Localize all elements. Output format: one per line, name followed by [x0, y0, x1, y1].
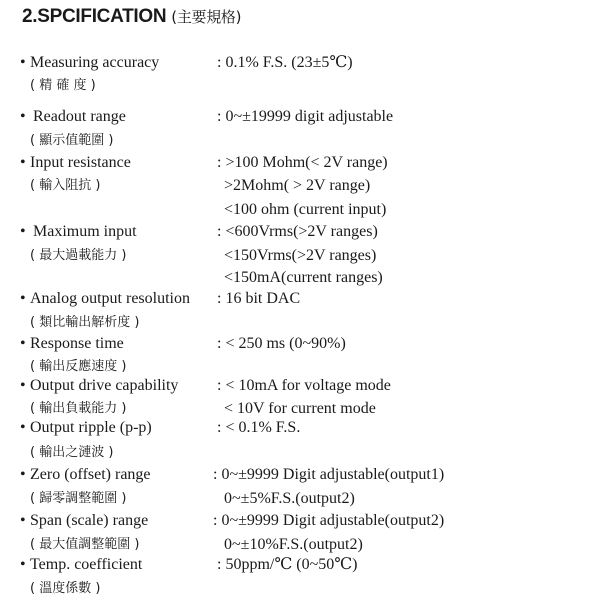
bullet-icon: •	[20, 223, 26, 240]
page-title	[22, 6, 241, 28]
spec-value: : < 10mA for voltage mode	[217, 377, 391, 394]
spec-value: : 0~±19999 digit adjustable	[217, 108, 394, 125]
spec-value: : 50ppm/℃ (0~50℃)	[217, 556, 358, 573]
spec-label-cn: ( 類比輸出解析度 )	[30, 315, 140, 330]
spec-label-cn: ( 顯示值範圍 )	[30, 133, 114, 148]
spec-label: Output ripple (p-p)	[30, 419, 152, 436]
spec-label: Zero (offset) range	[30, 466, 151, 483]
spec-label: Input resistance	[30, 154, 131, 171]
spec-value: < 10V for current mode	[224, 400, 376, 417]
bullet-icon: •	[20, 290, 26, 307]
spec-value: : 16 bit DAC	[217, 290, 301, 307]
spec-label-cn: ( 最大過載能力 )	[30, 248, 127, 263]
spec-label-cn: ( 輸出反應速度 )	[30, 359, 127, 374]
bullet-icon: •	[20, 54, 26, 71]
spec-label: Maximum input	[33, 223, 137, 240]
bullet-icon: •	[20, 556, 26, 573]
spec-value: : >100 Mohm(< 2V range)	[217, 154, 388, 171]
bullet-icon: •	[20, 466, 26, 483]
title-sub: (主要規格)	[171, 8, 242, 26]
spec-label: Measuring accuracy	[30, 54, 160, 71]
spec-value: <150mA(current ranges)	[224, 269, 383, 286]
bullet-icon: •	[20, 108, 26, 125]
spec-label: Analog output resolution	[30, 290, 190, 307]
spec-label: Span (scale) range	[30, 512, 149, 529]
spec-label: Temp. coefficient	[30, 556, 143, 573]
spec-label: Response time	[30, 335, 124, 352]
spec-label-cn: ( 最大值調整範圍 )	[30, 537, 140, 552]
spec-value: : 0~±9999 Digit adjustable(output1)	[213, 466, 445, 483]
spec-value: : 0~±9999 Digit adjustable(output2)	[213, 512, 445, 529]
spec-value: 0~±5%F.S.(output2)	[224, 490, 355, 507]
spec-value: : <600Vrms(>2V ranges)	[217, 223, 378, 240]
spec-label-cn: ( 溫度係數 )	[30, 581, 101, 596]
spec-value: <150Vrms(>2V ranges)	[224, 247, 377, 264]
bullet-icon: •	[20, 512, 26, 529]
spec-label-cn: ( 輸出負載能力 )	[30, 401, 127, 416]
spec-value: 0~±10%F.S.(output2)	[224, 536, 363, 553]
spec-label: Output drive capability	[30, 377, 179, 394]
spec-label-cn: ( 輸出之漣波 )	[30, 445, 114, 460]
spec-label-cn: ( 精 確 度 )	[30, 78, 96, 93]
spec-value: : < 0.1% F.S.	[217, 419, 301, 436]
bullet-icon: •	[20, 377, 26, 394]
bullet-icon: •	[20, 335, 26, 352]
spec-value: : 0.1% F.S. (23±5℃)	[217, 54, 353, 71]
title-main: 2.SPCIFICATION	[22, 6, 167, 27]
spec-label: Readout range	[33, 108, 126, 125]
bullet-icon: •	[20, 154, 26, 171]
spec-value: : < 250 ms (0~90%)	[217, 335, 346, 352]
spec-value: <100 ohm (current input)	[224, 201, 387, 218]
spec-label-cn: ( 輸入阻抗 )	[30, 178, 101, 193]
spec-label-cn: ( 歸零調整範圍 )	[30, 491, 127, 506]
spec-value: >2Mohm( > 2V range)	[224, 177, 371, 194]
bullet-icon: •	[20, 419, 26, 436]
